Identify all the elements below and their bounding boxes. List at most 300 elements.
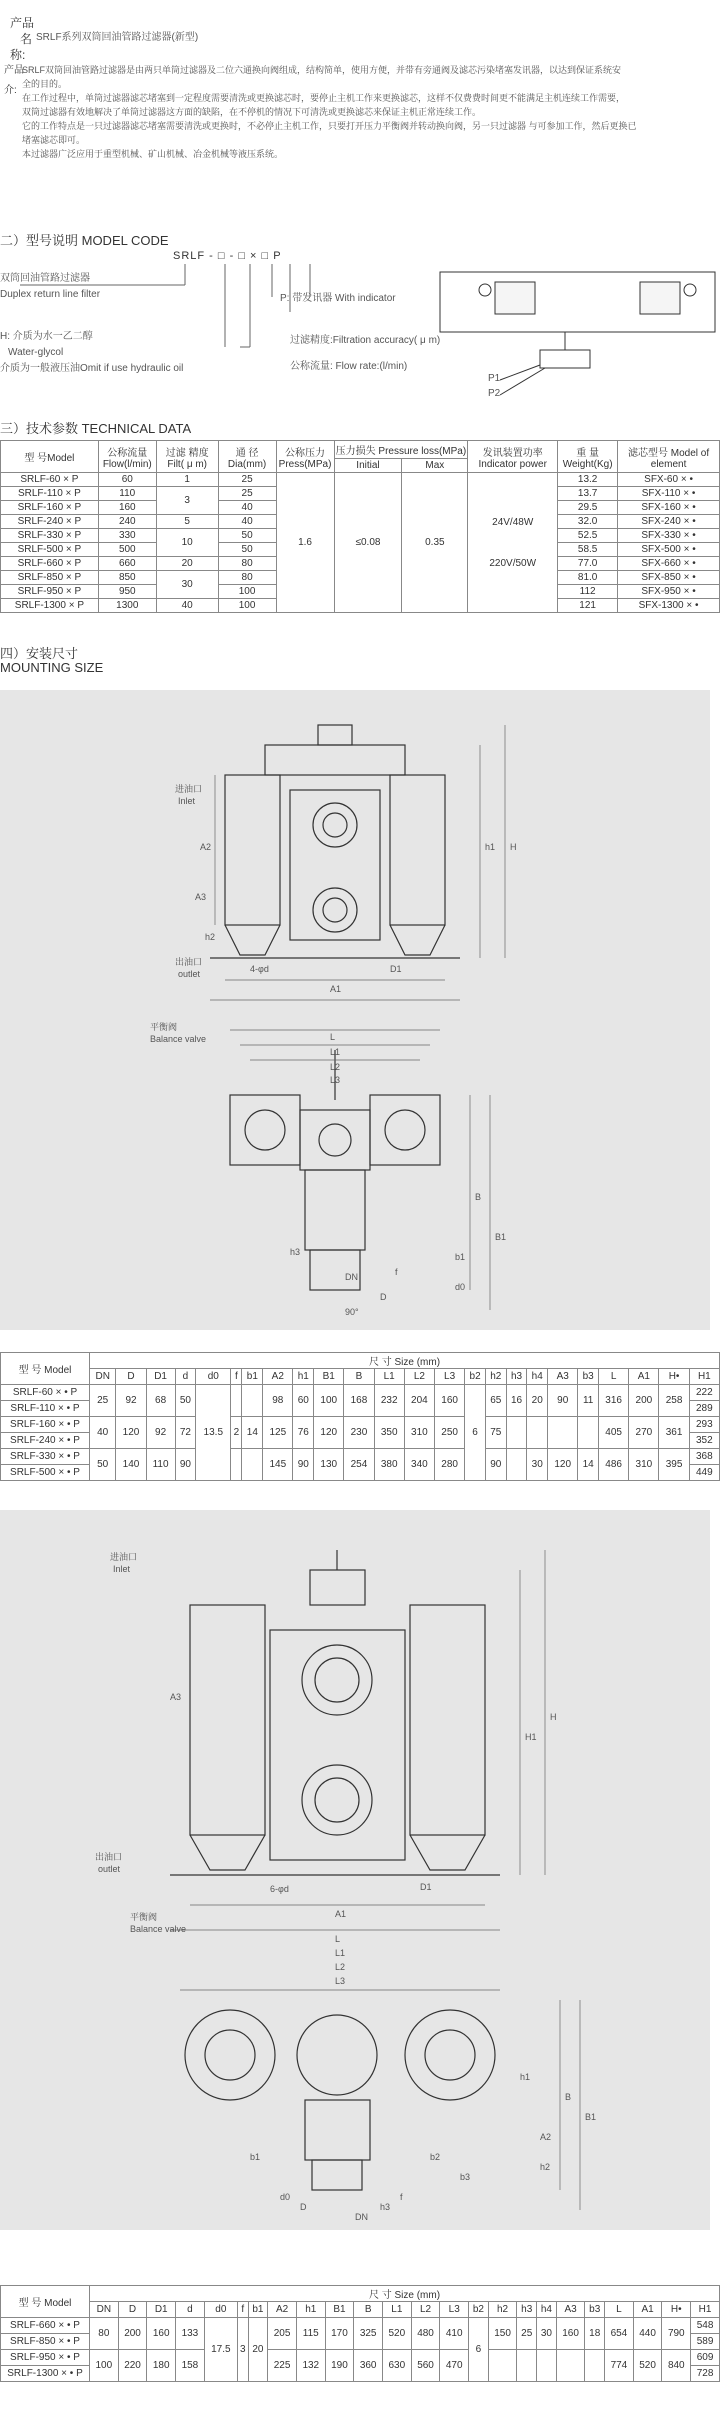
model-code-string: SRLF - □ - □ × □ P	[173, 250, 282, 262]
cell-max: 0.35	[402, 473, 468, 613]
th-col: H•	[662, 2302, 691, 2318]
cell-flow: 60	[98, 473, 156, 487]
size-table-1	[0, 1352, 720, 1481]
cell-L: 486	[599, 1449, 629, 1481]
th-col: f	[231, 1369, 242, 1385]
cell-b2: 6	[469, 2318, 489, 2382]
th-col: L1	[383, 2302, 412, 2318]
intro-line: 它的工作特点是一只过滤器滤芯堵塞需要清洗或更换时，不必停止主机工作，只要打开压力平衡阀并转动换向阀，另一只过滤器 与可参加工作，然后更换已	[22, 121, 637, 131]
d1-outlet-cn: 出油口	[175, 957, 203, 967]
p2-label: P2	[488, 388, 501, 399]
cell-H1: 449	[689, 1465, 719, 1481]
cell-b1: 14	[242, 1417, 263, 1449]
cell-H1: 548	[691, 2318, 720, 2334]
th-col: A1	[629, 1369, 659, 1385]
cell-L2: 480	[411, 2318, 440, 2350]
cell-h4: 30	[537, 2318, 557, 2350]
dimension-label: A1	[335, 1909, 347, 1919]
cell-B: 325	[354, 2318, 383, 2350]
d2-balance-en: Balance valve	[130, 1924, 187, 1934]
cell-L2: 310	[404, 1417, 434, 1449]
cell-f: 3	[237, 2318, 248, 2382]
cell-model: SRLF-660 × • P	[1, 2318, 90, 2334]
cell-model: SRLF-110 × P	[1, 487, 99, 501]
th-flow: 公称流量 Flow(l/min)	[98, 441, 156, 473]
cell-model: SRLF-500 × P	[1, 543, 99, 557]
cell-DN: 50	[90, 1449, 116, 1481]
dimension-label: b1	[250, 2152, 261, 2162]
cell-flow: 330	[98, 529, 156, 543]
th-col: L3	[435, 1369, 465, 1385]
cell-h2	[488, 2350, 517, 2382]
cell-A2: 98	[263, 1385, 293, 1417]
cell-A3	[548, 1417, 578, 1449]
dimension-label: b2	[430, 2152, 441, 2162]
cell-D1: 68	[146, 1385, 175, 1417]
th-col: B	[354, 2302, 383, 2318]
cell-DN: 100	[90, 2350, 119, 2382]
cell-D: 220	[118, 2350, 147, 2382]
th-col: h3	[517, 2302, 537, 2318]
intro-line: 全的目的。	[22, 79, 68, 89]
cell-weight: 121	[558, 599, 618, 613]
cell-L3: 410	[440, 2318, 469, 2350]
cell-D: 200	[118, 2318, 147, 2350]
cell-dia: 80	[218, 557, 276, 571]
dimension-label: D	[300, 2202, 307, 2212]
d2-inlet-en: Inlet	[113, 1564, 131, 1574]
th-col: D1	[146, 1369, 175, 1385]
cell-model: SRLF-500 × • P	[1, 1465, 90, 1481]
cell-flow: 240	[98, 515, 156, 529]
th-col: d	[176, 2302, 205, 2318]
dimension-label: D1	[390, 964, 402, 974]
th-col: L3	[440, 2302, 469, 2318]
cell-h1: 115	[296, 2318, 325, 2350]
cell-B: 254	[344, 1449, 374, 1481]
cell-h3	[506, 1417, 527, 1449]
cell-press: 1.6	[276, 473, 334, 613]
cell-model: SRLF-850 × P	[1, 571, 99, 585]
th-col: L2	[404, 1369, 434, 1385]
dimension-label: h1	[520, 2072, 531, 2082]
cell-dia: 25	[218, 473, 276, 487]
dimension-label: f	[400, 2192, 403, 2202]
d1-outlet-en: outlet	[178, 969, 201, 979]
dimension-label: b3	[460, 2172, 471, 2182]
th-press: 公称压力 Press(MPa)	[276, 441, 334, 473]
dimension-label: h1	[485, 842, 496, 852]
cell-A1: 440	[633, 2318, 662, 2350]
dimension-label: H1	[525, 1732, 537, 1742]
cell-weight: 13.2	[558, 473, 618, 487]
mount-title-en: MOUNTING SIZE	[0, 660, 104, 675]
dimension-label: DN	[355, 2212, 368, 2222]
mounting-drawing-2	[0, 1510, 710, 2230]
th-col: L	[605, 2302, 634, 2318]
th-col: A3	[548, 1369, 578, 1385]
dimension-label: h2	[205, 932, 216, 942]
cell-filt: 10	[156, 529, 218, 557]
intro-line: 双筒过滤器有效地解决了单筒过滤器这方面的缺陷，在不停机的情况下可清洗或更换滤芯来保证主机正常连续工作。	[22, 107, 482, 117]
dimension-label: h3	[380, 2202, 391, 2212]
cell-b1: 20	[248, 2318, 268, 2382]
cell-weight: 32.0	[558, 515, 618, 529]
d1-inlet-cn: 进油口	[175, 784, 203, 794]
th-size: 尺 寸 Size (mm)	[90, 1353, 720, 1369]
dimension-label: L	[335, 1934, 341, 1944]
cell-filt: 1	[156, 473, 218, 487]
th-col: h2	[488, 2302, 517, 2318]
cell-model: SRLF-1300 × P	[1, 599, 99, 613]
cell-A1: 310	[629, 1449, 659, 1481]
th-col: D1	[147, 2302, 176, 2318]
dimension-label: d0	[280, 2192, 291, 2202]
cell-element: SFX-110 × •	[618, 487, 720, 501]
size-row	[1, 1417, 720, 1433]
dimension-label: H	[510, 842, 517, 852]
intro-line: SRLF双筒回油管路过滤器是由两只单筒过滤器及二位六通换向阀组成，结构简单，使用方便，并带有旁通阀及滤芯污染堵塞发讯器，以达到保证系统安	[22, 65, 622, 75]
cell-weight: 52.5	[558, 529, 618, 543]
dimension-label: L1	[335, 1948, 346, 1958]
cell-B1: 190	[325, 2350, 354, 2382]
p-indicator-label: P: 带发讯器 With indicator	[280, 293, 396, 304]
cell-b2: 6	[465, 1385, 486, 1481]
cell-b3	[585, 2350, 605, 2382]
cell-model: SRLF-160 × P	[1, 501, 99, 515]
th-col: A2	[263, 1369, 293, 1385]
cell-b3: 18	[585, 2318, 605, 2350]
cell-weight: 13.7	[558, 487, 618, 501]
th-col: B	[344, 1369, 374, 1385]
cell-DN: 25	[90, 1385, 116, 1417]
size-table-2	[0, 2285, 720, 2382]
th-weight: 重 量 Weight(Kg)	[558, 441, 618, 473]
th-col: L1	[374, 1369, 404, 1385]
th-col: b1	[242, 1369, 263, 1385]
cell-weight: 29.5	[558, 501, 618, 515]
cell-b3: 11	[578, 1385, 599, 1417]
cell-element: SFX-160 × •	[618, 501, 720, 515]
cell-model: SRLF-160 × • P	[1, 1417, 90, 1433]
size-row	[1, 2318, 720, 2334]
cell-d: 90	[175, 1449, 196, 1481]
intro-line: 堵塞滤芯即可。	[22, 135, 86, 145]
th-col: h3	[506, 1369, 527, 1385]
cell-A2: 125	[263, 1417, 293, 1449]
cell-weight: 58.5	[558, 543, 618, 557]
cell-weight: 77.0	[558, 557, 618, 571]
th-max: Max	[402, 459, 468, 473]
dimension-label: h3	[290, 1247, 301, 1257]
cell-D: 92	[116, 1385, 146, 1417]
th-model: 型 号 Model	[1, 1353, 90, 1385]
d1-balance-en: Balance valve	[150, 1034, 207, 1044]
th-col: d0	[204, 2302, 237, 2318]
cell-model: SRLF-1300 × • P	[1, 2366, 90, 2382]
dimension-label: L3	[330, 1075, 341, 1085]
cell-B1: 130	[314, 1449, 344, 1481]
cell-H1: 589	[691, 2334, 720, 2350]
cell-h1: 76	[293, 1417, 314, 1449]
dimension-label: L2	[335, 1962, 346, 1972]
th-model: 型 号 Model	[1, 2286, 90, 2318]
th-size: 尺 寸 Size (mm)	[90, 2286, 720, 2302]
cell-model: SRLF-950 × • P	[1, 2350, 90, 2366]
tech-table	[0, 440, 720, 613]
cell-h1: 90	[293, 1449, 314, 1481]
dimension-label: L	[330, 1032, 336, 1042]
cell-H•: 258	[659, 1385, 689, 1417]
cell-D1: 180	[147, 2350, 176, 2382]
p1-label: P1	[488, 373, 501, 384]
th-col: h4	[537, 2302, 557, 2318]
dimension-label: L3	[335, 1976, 346, 1986]
th-filt: 过滤 精度 Filt( μ m)	[156, 441, 218, 473]
cell-model: SRLF-850 × • P	[1, 2334, 90, 2350]
cell-B: 230	[344, 1417, 374, 1449]
cell-h4: 30	[527, 1449, 548, 1481]
dimension-label: 90°	[345, 1307, 359, 1317]
cell-dia: 100	[218, 599, 276, 613]
cell-indicator	[468, 473, 558, 613]
th-col: L2	[411, 2302, 440, 2318]
d2-outlet-en: outlet	[98, 1864, 121, 1874]
dimension-label: L2	[330, 1062, 341, 1072]
cell-L1: 232	[374, 1385, 404, 1417]
cell-h2: 75	[485, 1417, 506, 1449]
th-loss: 压力损失 Pressure loss(MPa)	[334, 441, 468, 459]
cell-h4	[537, 2350, 557, 2382]
th-dia: 通 径 Dia(mm)	[218, 441, 276, 473]
cell-element: SFX-1300 × •	[618, 599, 720, 613]
accuracy-label: 过滤精度:Filtration accuracy( μ m)	[290, 335, 441, 346]
cell-h2: 150	[488, 2318, 517, 2350]
cell-A3: 120	[548, 1449, 578, 1481]
cell-element: SFX-330 × •	[618, 529, 720, 543]
cell-A2: 145	[263, 1449, 293, 1481]
cell-D: 120	[116, 1417, 146, 1449]
cell-L: 774	[605, 2350, 634, 2382]
intro-label2: 介:	[4, 85, 17, 96]
cell-A3: 90	[548, 1385, 578, 1417]
cell-D1: 160	[147, 2318, 176, 2350]
cell-weight: 112	[558, 585, 618, 599]
cell-H1: 222	[689, 1385, 719, 1401]
th-col: h1	[293, 1369, 314, 1385]
cell-h2: 90	[485, 1449, 506, 1481]
th-col: DN	[90, 1369, 116, 1385]
dimension-label: 4-φd	[250, 964, 269, 974]
cell-b3: 14	[578, 1449, 599, 1481]
mounting-drawing-1	[0, 690, 710, 1330]
th-model: 型 号Model	[1, 441, 99, 473]
dimension-label: 6-φd	[270, 1884, 289, 1894]
cell-filt: 30	[156, 571, 218, 599]
size-row	[1, 1449, 720, 1465]
th-col: A2	[268, 2302, 297, 2318]
drawing-1-svg	[0, 690, 710, 1330]
cell-model: SRLF-240 × • P	[1, 1433, 90, 1449]
d1-balance-cn: 平衡阀	[150, 1022, 178, 1032]
cell-f	[231, 1385, 242, 1417]
dimension-label: h2	[540, 2162, 551, 2172]
cell-DN: 80	[90, 2318, 119, 2350]
cell-d0: 17.5	[204, 2318, 237, 2382]
th-col: H1	[689, 1369, 719, 1385]
d2-inlet-cn: 进油口	[110, 1552, 138, 1562]
cell-dia: 25	[218, 487, 276, 501]
cell-model: SRLF-60 × P	[1, 473, 99, 487]
product-name: SRLF系列双筒回油管路过滤器(新型)	[36, 32, 199, 43]
th-col: H1	[691, 2302, 720, 2318]
water-glycol-cn: H: 介质为水一乙二醇	[0, 331, 93, 342]
power-220v: 220V/50W	[489, 557, 537, 569]
cell-model: SRLF-110 × • P	[1, 1401, 90, 1417]
cell-flow: 950	[98, 585, 156, 599]
intro-line: 本过滤器广泛应用于重型机械、矿山机械、冶金机械等液压系统。	[22, 149, 284, 159]
cell-L1: 630	[383, 2350, 412, 2382]
cell-B: 360	[354, 2350, 383, 2382]
cell-element: SFX-850 × •	[618, 571, 720, 585]
cell-A1: 270	[629, 1417, 659, 1449]
dimension-label: D1	[420, 1882, 432, 1892]
cell-A1: 200	[629, 1385, 659, 1417]
cell-model: SRLF-660 × P	[1, 557, 99, 571]
cell-H•: 790	[662, 2318, 691, 2350]
cell-A2: 225	[268, 2350, 297, 2382]
th-col: B1	[325, 2302, 354, 2318]
tech-row	[1, 473, 720, 487]
dimension-label: A3	[195, 892, 207, 902]
dimension-label: DN	[345, 1272, 358, 1282]
cell-A1: 520	[633, 2350, 662, 2382]
tech-title: 三）技术参数 TECHNICAL DATA	[0, 421, 192, 436]
dimension-label: d0	[455, 1282, 466, 1292]
cell-H•: 361	[659, 1417, 689, 1449]
left-desc-cn: 双筒回油管路过滤器	[0, 273, 90, 284]
dimension-label: L1	[330, 1047, 341, 1057]
cell-element: SFX-660 × •	[618, 557, 720, 571]
cell-DN: 40	[90, 1417, 116, 1449]
th-col: b3	[578, 1369, 599, 1385]
cell-element: SFX-500 × •	[618, 543, 720, 557]
product-name-label2: 称:	[10, 48, 26, 62]
cell-h3	[517, 2350, 537, 2382]
cell-h3: 16	[506, 1385, 527, 1417]
th-col: A3	[556, 2302, 585, 2318]
d1-inlet-en: Inlet	[178, 796, 196, 806]
th-col: L	[599, 1369, 629, 1385]
cell-H1: 368	[689, 1449, 719, 1465]
cell-dia: 50	[218, 543, 276, 557]
cell-H1: 728	[691, 2366, 720, 2382]
cell-h1: 132	[296, 2350, 325, 2382]
th-col: h4	[527, 1369, 548, 1385]
intro-line: 在工作过程中，单筒过滤器滤芯堵塞到一定程度需要清洗或更换滤芯时，要停止主机工作来更换滤芯，这样不仅费费时间更不能满足主机连续工作需要，	[22, 93, 626, 103]
cell-B1: 100	[314, 1385, 344, 1417]
dimension-label: B	[475, 1192, 482, 1202]
cell-d: 72	[175, 1417, 196, 1449]
cell-L3: 280	[435, 1449, 465, 1481]
cell-f	[231, 1449, 242, 1481]
product-label: 产品	[10, 16, 35, 30]
dimension-label: B1	[585, 2112, 597, 2122]
cell-d: 133	[176, 2318, 205, 2350]
flow-rate-label: 公称流量: Flow rate:(l/min)	[290, 361, 408, 372]
cell-b3	[578, 1417, 599, 1449]
cell-h4: 20	[527, 1385, 548, 1417]
th-col: b1	[248, 2302, 268, 2318]
cell-H1: 289	[689, 1401, 719, 1417]
th-col: b2	[465, 1369, 486, 1385]
cell-h3	[506, 1449, 527, 1481]
cell-L2: 560	[411, 2350, 440, 2382]
product-name-label: 名	[20, 32, 33, 46]
d2-balance-cn: 平衡阀	[130, 1912, 158, 1922]
cell-A2: 205	[268, 2318, 297, 2350]
cell-dia: 80	[218, 571, 276, 585]
dimension-label: A3	[170, 1692, 182, 1702]
cell-filt: 20	[156, 557, 218, 571]
cell-filt: 3	[156, 487, 218, 515]
cell-L3: 160	[435, 1385, 465, 1417]
th-col: h1	[296, 2302, 325, 2318]
th-col: d0	[196, 1369, 231, 1385]
th-col: d	[175, 1369, 196, 1385]
cell-element: SFX-60 × •	[618, 473, 720, 487]
d2-outlet-cn: 出油口	[95, 1852, 123, 1862]
cell-H1: 609	[691, 2350, 720, 2366]
th-col: H•	[659, 1369, 689, 1385]
cell-L1: 380	[374, 1449, 404, 1481]
size-row	[1, 1385, 720, 1401]
cell-B: 168	[344, 1385, 374, 1417]
th-initial: Initial	[334, 459, 402, 473]
cell-L: 405	[599, 1417, 629, 1449]
th-col: DN	[90, 2302, 119, 2318]
left-desc-en: Duplex return line filter	[0, 289, 101, 300]
cell-A3	[556, 2350, 585, 2382]
th-col: b2	[469, 2302, 489, 2318]
dimension-label: H	[550, 1712, 557, 1722]
model-code-diagram	[0, 250, 720, 405]
cell-H1: 293	[689, 1417, 719, 1433]
cell-L1: 520	[383, 2318, 412, 2350]
th-element: 滤芯型号 Model of element	[618, 441, 720, 473]
dimension-label: A2	[200, 842, 212, 852]
th-col: b3	[585, 2302, 605, 2318]
dimension-label: B	[565, 2092, 572, 2102]
cell-D1: 92	[146, 1417, 175, 1449]
cell-element: SFX-240 × •	[618, 515, 720, 529]
cell-element: SFX-950 × •	[618, 585, 720, 599]
cell-h3: 25	[517, 2318, 537, 2350]
cell-D1: 110	[146, 1449, 175, 1481]
cell-L2: 204	[404, 1385, 434, 1417]
model-code-block	[0, 250, 720, 405]
cell-f: 2	[231, 1417, 242, 1449]
cell-model: SRLF-330 × • P	[1, 1449, 90, 1465]
model-code-title: 二）型号说明 MODEL CODE	[0, 233, 169, 248]
cell-L: 654	[605, 2318, 634, 2350]
cell-flow: 850	[98, 571, 156, 585]
power-24v: 24V/48W	[492, 516, 534, 528]
mount-title-cn: 四）安装尺寸	[0, 646, 79, 661]
dimension-label: b1	[455, 1252, 466, 1262]
cell-filt: 5	[156, 515, 218, 529]
cell-dia: 50	[218, 529, 276, 543]
